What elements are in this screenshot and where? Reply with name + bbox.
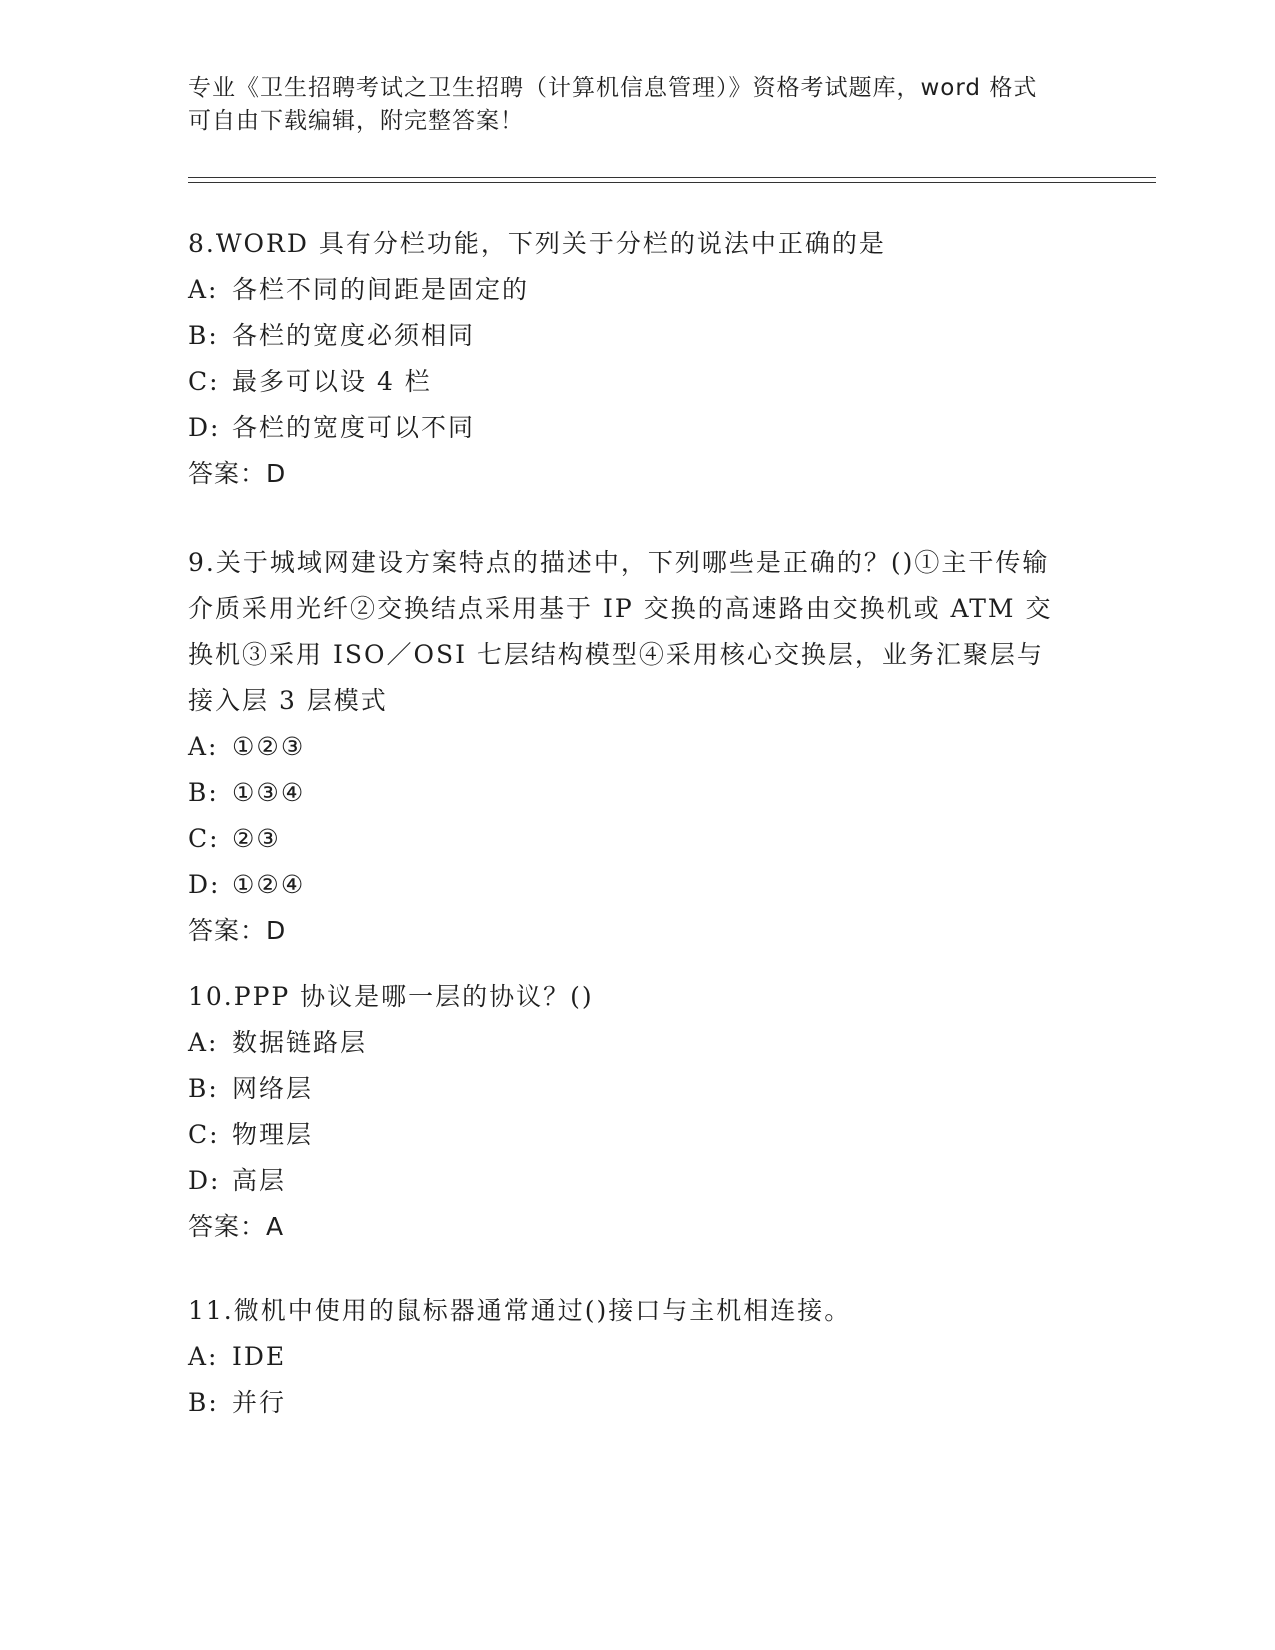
option-key: A: (188, 732, 219, 761)
option-key: D: (188, 1166, 221, 1195)
option-text: 各栏不同的间距是固定的 (232, 275, 530, 304)
option-key: B: (188, 1388, 219, 1417)
option-text: ②③ (232, 824, 281, 853)
option-d (188, 862, 1068, 908)
option-b (188, 313, 1068, 359)
question-stem: 8.WORD 具有分栏功能，下列关于分栏的说法中正确的是 (188, 229, 886, 258)
document-header (188, 72, 1088, 138)
header-line-1: 专业《卫生招聘考试之卫生招聘（计算机信息管理）》资格考试题库，word 格式 (188, 75, 1038, 101)
option-a (188, 267, 1068, 313)
option-d (188, 1158, 1068, 1204)
option-text: 高层 (232, 1166, 287, 1195)
option-b (188, 770, 1068, 816)
option-text: 并行 (232, 1388, 287, 1417)
option-text: 网络层 (232, 1074, 314, 1103)
option-text: 各栏的宽度必须相同 (232, 321, 476, 350)
option-key: D: (188, 870, 221, 899)
answer-line: 答案：D (188, 916, 287, 945)
option-key: C: (188, 367, 220, 396)
option-key: A: (188, 1028, 219, 1057)
option-text: ①②③ (232, 732, 306, 761)
question-8 (188, 221, 1068, 497)
option-c (188, 359, 1068, 405)
option-a (188, 724, 1068, 770)
option-c (188, 816, 1068, 862)
header-divider-bottom (188, 182, 1156, 183)
option-text: 数据链路层 (232, 1028, 368, 1057)
header-divider-top (188, 177, 1156, 178)
question-stem: 10.PPP 协议是哪一层的协议？() (188, 982, 594, 1011)
option-b (188, 1066, 1068, 1112)
option-key: D: (188, 413, 221, 442)
answer-line: 答案：D (188, 459, 287, 488)
option-text: 物理层 (232, 1120, 314, 1149)
option-d (188, 405, 1068, 451)
option-key: A: (188, 1342, 219, 1371)
option-b (188, 1380, 1068, 1426)
question-stem-text: 9.关于城域网建设方案特点的描述中，下列哪些是正确的？()①主干传输介质采用光纤②交换结点采用基于 IP 交换的高速路由交换机或 ATM 交换机③采用 ISO／OSI 七层结构模型④采用核心交换层，业务汇聚层与接入层 3 层模式 (188, 548, 1053, 715)
option-text: ①②④ (232, 870, 306, 899)
option-key: B: (188, 321, 219, 350)
option-c (188, 1112, 1068, 1158)
question-10 (188, 974, 1068, 1250)
option-key: B: (188, 1074, 219, 1103)
option-key: B: (188, 778, 219, 807)
option-a (188, 1334, 1068, 1380)
option-text: ①③④ (232, 778, 306, 807)
question-stem: 11.微机中使用的鼠标器通常通过()接口与主机相连接。 (188, 1296, 852, 1325)
option-key: A: (188, 275, 219, 304)
option-key: C: (188, 824, 220, 853)
option-key: C: (188, 1120, 220, 1149)
option-a (188, 1020, 1068, 1066)
question-stem (188, 540, 1068, 724)
option-text: 各栏的宽度可以不同 (232, 413, 476, 442)
option-text: 最多可以设 4 栏 (232, 367, 432, 396)
question-9 (188, 540, 1068, 954)
answer-line: 答案：A (188, 1212, 285, 1241)
header-line-2: 可自由下载编辑，附完整答案！ (188, 108, 524, 134)
option-text: IDE (232, 1342, 287, 1371)
question-11 (188, 1288, 1068, 1426)
